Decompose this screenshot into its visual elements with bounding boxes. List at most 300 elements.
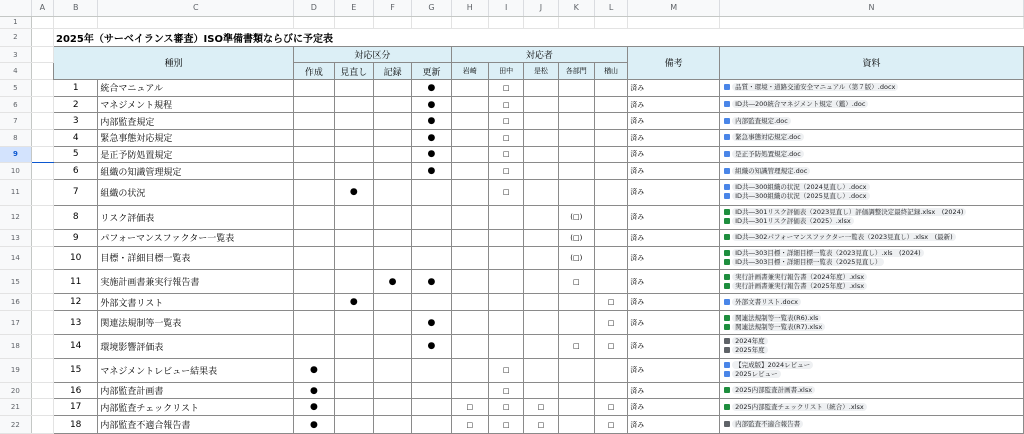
action-record-mark[interactable]	[373, 334, 411, 358]
materials-cell[interactable]	[720, 205, 1024, 229]
action-update-mark[interactable]: ●	[412, 334, 451, 358]
person-departments-mark[interactable]: □	[558, 270, 594, 294]
materials-cell[interactable]	[720, 80, 1024, 97]
item-number[interactable]: 7	[53, 179, 97, 205]
item-name[interactable]: 実施計画書兼実行報告書	[98, 270, 294, 294]
person-narayama-mark[interactable]: □	[594, 416, 627, 434]
person-departments-mark[interactable]	[558, 179, 594, 205]
person-iwasaki-mark[interactable]	[451, 229, 488, 246]
row-header-1[interactable]: 1	[0, 16, 31, 28]
file-name[interactable]: ID共―300組織の状況（2024見直し）.docx	[732, 183, 869, 191]
remarks-cell[interactable]: 済み	[628, 96, 720, 113]
file-chip[interactable]	[724, 337, 1023, 346]
action-record-mark[interactable]	[373, 246, 411, 270]
person-iwasaki-mark[interactable]	[451, 163, 488, 180]
person-narayama-mark[interactable]	[594, 113, 627, 130]
person-departments-mark[interactable]: (□)	[558, 246, 594, 270]
file-chip[interactable]	[724, 133, 1023, 142]
person-korematsu-mark[interactable]	[524, 246, 558, 270]
cell-a[interactable]	[31, 334, 53, 358]
item-number[interactable]: 1	[53, 80, 97, 97]
person-narayama-mark[interactable]: □	[594, 334, 627, 358]
empty-cell[interactable]	[488, 16, 523, 28]
column-header-f[interactable]: F	[373, 0, 411, 16]
header-remarks[interactable]: 備考	[628, 46, 720, 79]
person-departments-mark[interactable]	[558, 130, 594, 147]
action-review-mark[interactable]	[334, 358, 373, 382]
file-chip[interactable]	[724, 298, 1023, 307]
person-tanaka-mark[interactable]	[488, 205, 523, 229]
person-korematsu-mark[interactable]	[524, 130, 558, 147]
person-departments-mark[interactable]	[558, 146, 594, 163]
action-review-mark[interactable]	[334, 270, 373, 294]
person-narayama-mark[interactable]	[594, 96, 627, 113]
file-chip[interactable]	[724, 167, 1023, 176]
action-review-mark[interactable]	[334, 96, 373, 113]
row-header-10[interactable]: 10	[0, 163, 31, 180]
column-header-j[interactable]: J	[524, 0, 558, 16]
person-narayama-mark[interactable]	[594, 205, 627, 229]
cell-a[interactable]	[31, 382, 53, 399]
remarks-cell[interactable]: 済み	[628, 80, 720, 97]
row-header-14[interactable]: 14	[0, 246, 31, 270]
materials-cell[interactable]	[720, 334, 1024, 358]
action-update-mark[interactable]	[412, 358, 451, 382]
column-header-m[interactable]: M	[628, 0, 720, 16]
person-iwasaki-mark[interactable]: □	[451, 399, 488, 416]
person-tanaka-mark[interactable]: □	[488, 146, 523, 163]
row-header-12[interactable]: 12	[0, 205, 31, 229]
cell-a[interactable]	[31, 179, 53, 205]
cell-a[interactable]	[31, 146, 53, 163]
person-narayama-mark[interactable]	[594, 246, 627, 270]
header-type[interactable]: 種別	[53, 46, 293, 79]
column-header-n[interactable]: N	[720, 0, 1024, 16]
action-record-mark[interactable]	[373, 163, 411, 180]
column-header-c[interactable]: C	[98, 0, 294, 16]
file-chip[interactable]	[724, 403, 1023, 412]
item-name[interactable]: 環境影響評価表	[98, 334, 294, 358]
action-create-mark[interactable]	[294, 311, 334, 335]
action-update-mark[interactable]: ●	[412, 311, 451, 335]
action-review-mark[interactable]	[334, 334, 373, 358]
file-name[interactable]: 組織の知識管理規定.doc	[732, 167, 810, 175]
materials-cell[interactable]	[720, 416, 1024, 434]
empty-cell[interactable]	[720, 16, 1024, 28]
action-create-mark[interactable]	[294, 246, 334, 270]
cell-a[interactable]	[31, 294, 53, 311]
action-record-mark[interactable]	[373, 294, 411, 311]
empty-cell[interactable]	[524, 16, 558, 28]
cell-a[interactable]	[31, 229, 53, 246]
file-name[interactable]: 2025レビュー	[732, 370, 781, 378]
file-chip[interactable]	[724, 192, 1023, 201]
person-iwasaki-mark[interactable]	[451, 382, 488, 399]
item-number[interactable]: 6	[53, 163, 97, 180]
person-iwasaki-mark[interactable]	[451, 113, 488, 130]
item-name[interactable]: 関連法規制等一覧表	[98, 311, 294, 335]
action-record-mark[interactable]	[373, 179, 411, 205]
person-iwasaki-mark[interactable]: □	[451, 416, 488, 434]
action-review-mark[interactable]: ●	[334, 179, 373, 205]
empty-cell[interactable]	[53, 16, 97, 28]
person-narayama-mark[interactable]	[594, 179, 627, 205]
row-header-16[interactable]: 16	[0, 294, 31, 311]
person-iwasaki-mark[interactable]	[451, 179, 488, 205]
person-korematsu-mark[interactable]	[524, 163, 558, 180]
action-create-mark[interactable]	[294, 294, 334, 311]
row-header-5[interactable]: 5	[0, 80, 31, 97]
action-record-mark[interactable]	[373, 399, 411, 416]
column-header-k[interactable]: K	[558, 0, 594, 16]
action-update-mark[interactable]: ●	[412, 130, 451, 147]
action-update-mark[interactable]	[412, 246, 451, 270]
file-name[interactable]: ID共―301リスク評価表（2023見直し）評価調整決定最終記録.xlsx (2024)	[732, 208, 966, 216]
file-name[interactable]: 2025内部監査チェックリスト（統合）.xlsx	[732, 403, 867, 411]
row-header-3[interactable]: 3	[0, 46, 31, 63]
action-update-mark[interactable]: ●	[412, 163, 451, 180]
person-departments-mark[interactable]	[558, 358, 594, 382]
file-name[interactable]: 外部文書リスト.docx	[732, 298, 801, 306]
cell-a[interactable]	[31, 16, 53, 28]
person-tanaka-mark[interactable]: □	[488, 399, 523, 416]
item-name[interactable]: マネジメント規程	[98, 96, 294, 113]
file-chip[interactable]	[724, 282, 1023, 291]
action-update-mark[interactable]	[412, 416, 451, 434]
action-record-mark[interactable]	[373, 146, 411, 163]
row-header-4[interactable]: 4	[0, 63, 31, 80]
person-narayama-mark[interactable]: □	[594, 311, 627, 335]
person-narayama-mark[interactable]	[594, 146, 627, 163]
person-korematsu-mark[interactable]	[524, 146, 558, 163]
person-iwasaki-mark[interactable]	[451, 205, 488, 229]
person-iwasaki-mark[interactable]	[451, 358, 488, 382]
remarks-cell[interactable]: 済み	[628, 163, 720, 180]
person-tanaka-mark[interactable]: □	[488, 96, 523, 113]
action-create-mark[interactable]	[294, 163, 334, 180]
file-chip[interactable]	[724, 346, 1023, 355]
person-korematsu-mark[interactable]: □	[524, 416, 558, 434]
remarks-cell[interactable]: 済み	[628, 113, 720, 130]
person-departments-mark[interactable]	[558, 80, 594, 97]
remarks-cell[interactable]: 済み	[628, 179, 720, 205]
row-header-11[interactable]: 11	[0, 179, 31, 205]
materials-cell[interactable]	[720, 113, 1024, 130]
cell-a[interactable]	[31, 29, 53, 47]
item-number[interactable]: 14	[53, 334, 97, 358]
action-review-mark[interactable]	[334, 146, 373, 163]
file-chip[interactable]	[724, 370, 1023, 379]
person-korematsu-mark[interactable]: □	[524, 399, 558, 416]
action-update-mark[interactable]	[412, 205, 451, 229]
remarks-cell[interactable]: 済み	[628, 229, 720, 246]
column-header-g[interactable]: G	[412, 0, 451, 16]
materials-cell[interactable]	[720, 358, 1024, 382]
empty-cell[interactable]	[628, 16, 720, 28]
person-narayama-mark[interactable]	[594, 229, 627, 246]
action-record-mark[interactable]	[373, 382, 411, 399]
file-chip[interactable]	[724, 258, 1023, 267]
file-name[interactable]: ID共―303目標・詳細目標一覧表（2023見直し）.xls (2024)	[732, 249, 924, 257]
materials-cell[interactable]	[720, 96, 1024, 113]
file-name[interactable]: ID共―303目標・詳細目標一覧表（2025見直し）	[732, 258, 884, 266]
action-update-mark[interactable]	[412, 229, 451, 246]
person-departments-mark[interactable]	[558, 113, 594, 130]
file-chip[interactable]	[724, 314, 1023, 323]
materials-cell[interactable]	[720, 311, 1024, 335]
item-name[interactable]: 内部監査チェックリスト	[98, 399, 294, 416]
cell-a[interactable]	[31, 205, 53, 229]
action-update-mark[interactable]: ●	[412, 80, 451, 97]
item-name[interactable]: 統合マニュアル	[98, 80, 294, 97]
header-person-iwasaki[interactable]: 岩崎	[451, 63, 488, 80]
remarks-cell[interactable]: 済み	[628, 334, 720, 358]
action-create-mark[interactable]	[294, 130, 334, 147]
row-header-22[interactable]: 22	[0, 416, 31, 434]
person-tanaka-mark[interactable]	[488, 294, 523, 311]
item-number[interactable]: 11	[53, 270, 97, 294]
file-chip[interactable]	[724, 273, 1023, 282]
action-record-mark[interactable]	[373, 113, 411, 130]
person-narayama-mark[interactable]	[594, 130, 627, 147]
file-name[interactable]: ID共―300組織の状況（2025見直し）.docx	[732, 192, 869, 200]
file-name[interactable]: ID共―200統合マネジメント規定（鑑）.doc	[732, 100, 868, 108]
header-person-group[interactable]: 対応者	[451, 46, 628, 63]
materials-cell[interactable]	[720, 399, 1024, 416]
item-name[interactable]: 内部監査計画書	[98, 382, 294, 399]
person-departments-mark[interactable]: □	[558, 334, 594, 358]
action-record-mark[interactable]	[373, 229, 411, 246]
person-korematsu-mark[interactable]	[524, 294, 558, 311]
cell-a[interactable]	[31, 80, 53, 97]
file-chip[interactable]	[724, 100, 1023, 109]
item-name[interactable]: 内部監査不適合報告書	[98, 416, 294, 434]
file-name[interactable]: 品質・環境・道路交通安全マニュアル（第７版）.docx	[732, 83, 898, 91]
action-record-mark[interactable]	[373, 80, 411, 97]
file-name[interactable]: 内部監査不適合報告書	[732, 420, 803, 428]
action-update-mark[interactable]	[412, 179, 451, 205]
column-header-a[interactable]: A	[31, 0, 53, 16]
person-iwasaki-mark[interactable]	[451, 146, 488, 163]
action-create-mark[interactable]	[294, 146, 334, 163]
file-name[interactable]: ID共―302パフォーマンスファクター一覧表（2023見直し）.xlsx (最新)	[732, 233, 956, 241]
column-header-l[interactable]: L	[594, 0, 627, 16]
action-review-mark[interactable]	[334, 311, 373, 335]
header-action-record[interactable]: 記録	[373, 63, 411, 80]
header-action-review[interactable]: 見直し	[334, 63, 373, 80]
row-header-17[interactable]: 17	[0, 311, 31, 335]
person-iwasaki-mark[interactable]	[451, 270, 488, 294]
cell-a[interactable]	[31, 311, 53, 335]
action-review-mark[interactable]	[334, 246, 373, 270]
item-name[interactable]: 目標・詳細目標一覧表	[98, 246, 294, 270]
cell-a[interactable]	[31, 113, 53, 130]
column-header-i[interactable]: I	[488, 0, 523, 16]
person-narayama-mark[interactable]	[594, 80, 627, 97]
person-korematsu-mark[interactable]	[524, 113, 558, 130]
action-create-mark[interactable]: ●	[294, 358, 334, 382]
item-number[interactable]: 10	[53, 246, 97, 270]
action-record-mark[interactable]: ●	[373, 270, 411, 294]
action-record-mark[interactable]	[373, 96, 411, 113]
item-number[interactable]: 8	[53, 205, 97, 229]
row-header-7[interactable]: 7	[0, 113, 31, 130]
person-departments-mark[interactable]	[558, 382, 594, 399]
action-create-mark[interactable]	[294, 229, 334, 246]
item-number[interactable]: 2	[53, 96, 97, 113]
file-name[interactable]: 内部監査規定.doc	[732, 117, 791, 125]
header-person-departments[interactable]: 各部門	[558, 63, 594, 80]
materials-cell[interactable]	[720, 130, 1024, 147]
cell-a[interactable]	[31, 63, 53, 80]
person-iwasaki-mark[interactable]	[451, 311, 488, 335]
file-chip[interactable]	[724, 150, 1023, 159]
column-header-d[interactable]: D	[294, 0, 334, 16]
action-update-mark[interactable]: ●	[412, 96, 451, 113]
materials-cell[interactable]	[720, 179, 1024, 205]
action-review-mark[interactable]	[334, 399, 373, 416]
item-number[interactable]: 5	[53, 146, 97, 163]
person-narayama-mark[interactable]	[594, 382, 627, 399]
item-number[interactable]: 12	[53, 294, 97, 311]
header-materials[interactable]: 資料	[720, 46, 1024, 79]
action-create-mark[interactable]	[294, 113, 334, 130]
person-iwasaki-mark[interactable]	[451, 246, 488, 270]
action-create-mark[interactable]	[294, 179, 334, 205]
header-person-narayama[interactable]: 楢山	[594, 63, 627, 80]
remarks-cell[interactable]: 済み	[628, 146, 720, 163]
person-tanaka-mark[interactable]: □	[488, 382, 523, 399]
cell-a[interactable]	[31, 270, 53, 294]
person-iwasaki-mark[interactable]	[451, 96, 488, 113]
action-update-mark[interactable]	[412, 399, 451, 416]
item-number[interactable]: 15	[53, 358, 97, 382]
person-departments-mark[interactable]	[558, 399, 594, 416]
empty-cell[interactable]	[558, 16, 594, 28]
item-number[interactable]: 3	[53, 113, 97, 130]
file-chip[interactable]	[724, 249, 1023, 258]
file-name[interactable]: 2024年度	[732, 337, 768, 345]
empty-cell[interactable]	[98, 16, 294, 28]
materials-cell[interactable]	[720, 146, 1024, 163]
file-name[interactable]: 関連法規制等一覧表(R7).xlsx	[732, 323, 825, 331]
person-tanaka-mark[interactable]	[488, 270, 523, 294]
person-tanaka-mark[interactable]	[488, 229, 523, 246]
file-chip[interactable]	[724, 217, 1023, 226]
file-name[interactable]: 2025年度	[732, 346, 768, 354]
file-name[interactable]: 関連法規制等一覧表(R6).xls	[732, 314, 821, 322]
row-header-2[interactable]: 2	[0, 29, 31, 47]
action-create-mark[interactable]: ●	[294, 416, 334, 434]
item-name[interactable]: 組織の知識管理規定	[98, 163, 294, 180]
remarks-cell[interactable]: 済み	[628, 270, 720, 294]
materials-cell[interactable]	[720, 163, 1024, 180]
materials-cell[interactable]	[720, 270, 1024, 294]
row-header-15[interactable]: 15	[0, 270, 31, 294]
item-number[interactable]: 17	[53, 399, 97, 416]
materials-cell[interactable]	[720, 229, 1024, 246]
header-person-korematsu[interactable]: 是松	[524, 63, 558, 80]
empty-cell[interactable]	[594, 16, 627, 28]
remarks-cell[interactable]: 済み	[628, 382, 720, 399]
file-chip[interactable]	[724, 117, 1023, 126]
person-iwasaki-mark[interactable]	[451, 334, 488, 358]
action-review-mark[interactable]	[334, 130, 373, 147]
row-header-13[interactable]: 13	[0, 229, 31, 246]
row-header-9[interactable]: 9	[0, 146, 31, 163]
action-update-mark[interactable]: ●	[412, 146, 451, 163]
remarks-cell[interactable]: 済み	[628, 358, 720, 382]
item-number[interactable]: 16	[53, 382, 97, 399]
person-tanaka-mark[interactable]: □	[488, 163, 523, 180]
file-name[interactable]: 【完成版】2024レビュー	[732, 361, 813, 369]
person-departments-mark[interactable]	[558, 294, 594, 311]
materials-cell[interactable]	[720, 382, 1024, 399]
header-person-tanaka[interactable]: 田中	[488, 63, 523, 80]
item-name[interactable]: 組織の状況	[98, 179, 294, 205]
item-name[interactable]: パフォーマンスファクター一覧表	[98, 229, 294, 246]
person-iwasaki-mark[interactable]	[451, 294, 488, 311]
item-number[interactable]: 9	[53, 229, 97, 246]
person-korematsu-mark[interactable]	[524, 205, 558, 229]
item-number[interactable]: 13	[53, 311, 97, 335]
person-tanaka-mark[interactable]: □	[488, 179, 523, 205]
row-header-8[interactable]: 8	[0, 130, 31, 147]
remarks-cell[interactable]: 済み	[628, 416, 720, 434]
person-iwasaki-mark[interactable]	[451, 130, 488, 147]
item-name[interactable]: マネジメントレビュー結果表	[98, 358, 294, 382]
person-korematsu-mark[interactable]	[524, 80, 558, 97]
action-create-mark[interactable]	[294, 96, 334, 113]
person-narayama-mark[interactable]	[594, 270, 627, 294]
person-korematsu-mark[interactable]	[524, 270, 558, 294]
remarks-cell[interactable]: 済み	[628, 130, 720, 147]
cell-a[interactable]	[31, 130, 53, 147]
person-korematsu-mark[interactable]	[524, 382, 558, 399]
file-name[interactable]: 実行計画書兼実行報告書（2024年度）.xlsx	[732, 273, 867, 281]
action-review-mark[interactable]	[334, 382, 373, 399]
file-name[interactable]: 実行計画書兼実行報告書（2025年度）.xlsx	[732, 282, 867, 290]
remarks-cell[interactable]: 済み	[628, 246, 720, 270]
row-header-20[interactable]: 20	[0, 382, 31, 399]
remarks-cell[interactable]: 済み	[628, 205, 720, 229]
materials-cell[interactable]	[720, 294, 1024, 311]
person-korematsu-mark[interactable]	[524, 358, 558, 382]
action-update-mark[interactable]	[412, 294, 451, 311]
person-departments-mark[interactable]	[558, 96, 594, 113]
person-narayama-mark[interactable]	[594, 358, 627, 382]
sheet-title[interactable]: 2025年（サーベイランス審査）ISO準備書類ならびに予定表	[55, 33, 333, 45]
empty-cell[interactable]	[294, 16, 334, 28]
cell-a[interactable]	[31, 46, 53, 63]
action-record-mark[interactable]	[373, 205, 411, 229]
item-name[interactable]: 内部監査規定	[98, 113, 294, 130]
cell-a[interactable]	[31, 358, 53, 382]
action-create-mark[interactable]	[294, 270, 334, 294]
person-departments-mark[interactable]: (□)	[558, 229, 594, 246]
materials-cell[interactable]	[720, 246, 1024, 270]
remarks-cell[interactable]: 済み	[628, 399, 720, 416]
action-create-mark[interactable]	[294, 205, 334, 229]
person-narayama-mark[interactable]: □	[594, 294, 627, 311]
person-korematsu-mark[interactable]	[524, 229, 558, 246]
action-create-mark[interactable]: ●	[294, 382, 334, 399]
empty-cell[interactable]	[451, 16, 488, 28]
person-departments-mark[interactable]	[558, 163, 594, 180]
empty-cell[interactable]	[334, 16, 373, 28]
action-review-mark[interactable]	[334, 416, 373, 434]
file-chip[interactable]	[724, 323, 1023, 332]
